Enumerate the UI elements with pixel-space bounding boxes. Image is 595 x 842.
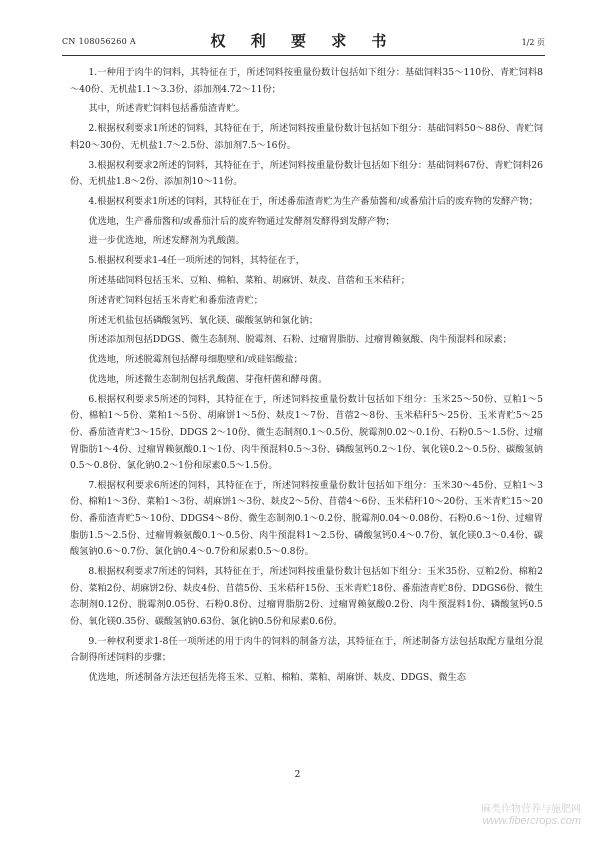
claim-paragraph: 5.根据权利要求1-4任一项所述的饲料，其特征在于，	[88, 255, 305, 267]
claim-paragraph: 2.根据权利要求1所述的饲料，其特征在于，所述饲料按重量份数计包括如下组分：基础饲料50～88份、青贮饲料20～30份、无机盐1.7～2.5份、添加剂7.5～16份。	[70, 123, 543, 151]
claim-paragraph: 其中，所述青贮饲料包括番茄渣青贮。	[88, 103, 245, 115]
claim-paragraph: 4.根据权利要求1所述的饲料，其特征在于，所述番茄渣青贮为生产番茄酱和/或番茄汁后的废弃物的发酵产物；	[88, 195, 538, 207]
claim-paragraph: 优选地，所述制备方法还包括先将玉米、豆粕、棉粕、菜粕、胡麻饼、麸皮、DDGS、微生态	[88, 671, 466, 683]
claim-paragraph: 6.根据权利要求5所述的饲料，其特征在于，所述饲料按重量份数计包括如下组分：玉米25～50份、豆粕1～5份、棉粕1～5份、菜粕1～5份、胡麻饼1～5份、麸皮1～7份、苜蓿2～8份、玉米秸秆5～25份、玉米青贮5～25份、番茄渣青贮3～15份、DDGS 2～10份、微生态制剂0.1～0.5份、脱霉剂0.02～0.1份、石粉0.5～1.5份、过瘤胃脂肪1～4份、过瘤胃赖氨酸0.1～1份、肉牛预混料0.5～3份、磷酸氢钙0.2～1份、氧化镁0.2～0.5份、碳酸氢钠0.5～0.8份、氯化钠0.2～1份和尿素0.5～1.5份。	[70, 393, 543, 472]
claim-paragraph: 进一步优选地，所述发酵剂为乳酸菌。	[88, 235, 245, 247]
claim-paragraph: 所述青贮饲料包括玉米青贮和番茄渣青贮；	[88, 294, 263, 306]
claim-paragraph: 9.一种权利要求1-8任一项所述的用于肉牛的饲料的制备方法，其特征在于，所述制备方法包括取配方量组分混合制得所述饲料的步骤；	[70, 635, 543, 664]
page-number: 2	[294, 770, 301, 780]
watermark-url: www.fibercrops.com	[482, 815, 581, 827]
page-indicator: 1/2 页	[521, 38, 545, 47]
claim-paragraph: 所述无机盐包括磷酸氢钙、氧化镁、碳酸氢钠和氯化钠；	[88, 314, 319, 326]
watermark-text: 麻类作物营养与施肥网	[481, 804, 581, 815]
patent-number: CN 108056260 A	[62, 37, 136, 46]
claim-paragraph: 优选地，所述微生态制剂包括乳酸菌、芽孢杆菌和酵母菌。	[88, 373, 328, 385]
claim-paragraph: 8.根据权利要求7所述的饲料，其特征在于，所述饲料按重量份数计包括如下组分：玉米35份、豆粕2份、棉粕2份、菜粕2份、胡麻饼2份、麸皮4份、苜蓿5份、玉米秸秆15份、玉米青贮18份、番茄渣青贮8份、DDGS6份、微生态制剂0.12份、脱霉剂0.05份、石粉0.8份、过瘤胃脂肪2份、过瘤胃赖氨酸0.2份、肉牛预混料1份、磷酸氢钙0.5份、氧化镁0.35份、碳酸氢钠0.63份、氯化钠0.5份和尿素0.6份。	[70, 566, 543, 627]
document-title: 权 利 要 求 书	[210, 32, 397, 50]
claims-body	[70, 65, 543, 690]
claim-paragraph: 3.根据权利要求2所述的饲料，其特征在于，所述饲料按重量份数计包括如下组分：基础饲料67份、青贮饲料26份、无机盐1.8～2份、添加剂10～11份。	[70, 159, 543, 188]
watermark	[481, 800, 581, 827]
claim-paragraph: 优选地，所述脱霉剂包括酵母细胞壁和/或硅铝酸盐；	[88, 354, 303, 366]
page-header	[62, 30, 545, 52]
claim-paragraph: 优选地，生产番茄酱和/或番茄汁后的废弃物通过发酵剂发酵得到发酵产物；	[88, 215, 395, 227]
header-rule	[62, 55, 545, 56]
claim-paragraph: 所述基础饲料包括玉米、豆粕、棉粕、菜粕、胡麻饼、麸皮、苜蓿和玉米秸秆；	[88, 275, 410, 287]
claim-paragraph: 1.一种用于肉牛的饲料，其特征在于，所述饲料按重量份数计包括如下组分：基础饲料35～110份、青贮饲料8～40份、无机盐1.1～3.3份、添加剂4.72～11份；	[70, 67, 543, 95]
claim-paragraph: 所述添加剂包括DDGS、微生态制剂、脱霉剂、石粉、过瘤胃脂肪、过瘤胃赖氨酸、肉牛预混料和尿素；	[88, 334, 512, 346]
claim-paragraph: 7.根据权利要求6所述的饲料，其特征在于，所述饲料按重量份数计包括如下组分：玉米30～45份、豆粕1～3份、棉粕1～3份、菜粕1～3份、胡麻饼1～3份、麸皮2～5份、苜蓿4～6份、玉米秸秆10～20份、玉米青贮15～20份、番茄渣青贮5～10份、DDGS4～8份、微生态制剂0.1～0.2份、脱霉剂0.04～0.08份、石粉0.6～1份、过瘤胃脂肪1.5～2.5份、过瘤胃赖氨酸0.1～0.5份、肉牛预混料1～2.5份、磷酸氢钙0.4～0.7份、氧化镁0.3～0.4份、碳酸氢钠0.6～0.7份、氯化钠0.4～0.7份和尿素0.5～0.8份。	[70, 479, 543, 558]
